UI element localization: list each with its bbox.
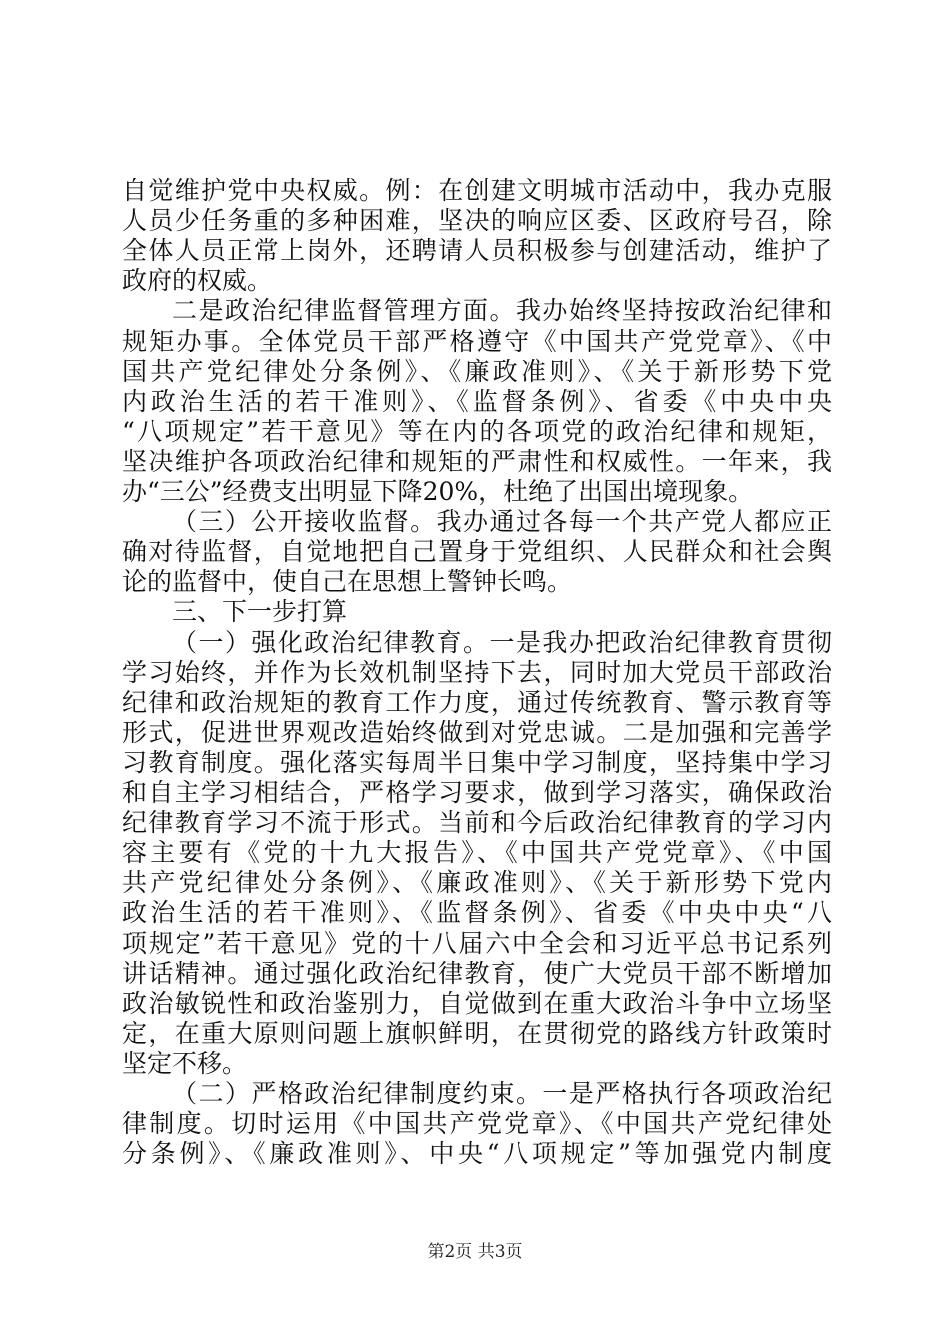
body-text-line: 坚定不移。	[122, 1048, 248, 1078]
body-text-line: 形式，促进世界观改造始终做到对党忠诚。二是加强和完善学	[122, 717, 832, 747]
body-text-line: 论的监督中，使自己在思想上警钟长鸣。	[122, 567, 573, 597]
body-text-line: 习教育制度。强化落实每周半日集中学习制度，坚持集中学习	[122, 747, 832, 777]
body-text-line: 分条例》、《廉政准则》、中央“八项规定”等加强党内制度	[122, 1139, 832, 1169]
body-text-line: 规矩办事。全体党员干部严格遵守《中国共产党党章》、《中	[122, 326, 832, 356]
body-text-line: 和自主学习相结合，严格学习要求，做到学习落实，确保政治	[122, 778, 832, 807]
paragraph-first-line: 二是政治纪律监督管理方面。我办始终坚持按政治纪律和	[172, 296, 832, 326]
body-text-line: 项规定”若干意见》党的十八届六中全会和习近平总书记系列	[122, 928, 832, 958]
body-text-line: 人员少任务重的多种困难，坚决的响应区委、区政府号召，除	[122, 206, 832, 236]
body-text-line: 确对待监督，自觉地把自己置身于党组织、人民群众和社会舆	[122, 537, 832, 567]
body-text-line: 讲话精神。通过强化政治纪律教育，使广大党员干部不断增加	[122, 958, 832, 988]
body-text-line: 政治敏锐性和政治鉴别力，自觉做到在重大政治斗争中立场坚	[122, 988, 832, 1018]
body-text-line: 定，在重大原则问题上旗帜鲜明，在贯彻党的路线方针政策时	[122, 1018, 832, 1048]
body-text-line: 纪律教育学习不流于形式。当前和今后政治纪律教育的学习内	[122, 808, 832, 838]
body-text-line: “八项规定”若干意见》等在内的各项党的政治纪律和规矩，	[122, 416, 832, 446]
paragraph-first-line: （三）公开接收监督。我办通过各每一个共产党人都应正	[172, 507, 832, 537]
body-text-line: 纪律和政治规矩的教育工作力度，通过传统教育、警示教育等	[122, 687, 832, 717]
body-text-line: 政府的权威。	[122, 266, 273, 296]
body-text-line: 坚决维护各项政治纪律和规矩的严肃性和权威性。一年来，我	[122, 446, 832, 476]
page-footer: 第2页 共3页	[427, 1242, 523, 1262]
body-text-line: 国共产党纪律处分条例》、《廉政准则》、《关于新形势下党	[122, 356, 832, 386]
body-text-line: 学习始终，并作为长效机制坚持下去，同时加大党员干部政治	[122, 657, 832, 687]
section-heading: 三、下一步打算	[172, 597, 348, 627]
body-text-line: 律制度。切时运用《中国共产党党章》、《中国共产党纪律处	[122, 1109, 832, 1139]
body-text-line: 内政治生活的若干准则》、《监督条例》、省委《中央中央	[122, 386, 832, 416]
body-text-line: 自觉维护党中央权威。例：在创建文明城市活动中，我办克服	[122, 176, 832, 205]
body-text-line: 办“三公”经费支出明显下降20%，杜绝了出国出境现象。	[122, 477, 754, 506]
paragraph-first-line: （一）强化政治纪律教育。一是我办把政治纪律教育贯彻	[172, 627, 832, 657]
body-text-line: 政治生活的若干准则》、《监督条例》、省委《中央中央“八	[122, 898, 832, 928]
body-text-line: 共产党纪律处分条例》、《廉政准则》、《关于新形势下党内	[122, 868, 832, 898]
body-text-line: 全体人员正常上岗外，还聘请人员积极参与创建活动，维护了	[122, 236, 832, 266]
paragraph-first-line: （二）严格政治纪律制度约束。一是严格执行各项政治纪	[172, 1079, 832, 1108]
body-text-line: 容主要有《党的十九大报告》、《中国共产党党章》、《中国	[122, 838, 832, 868]
